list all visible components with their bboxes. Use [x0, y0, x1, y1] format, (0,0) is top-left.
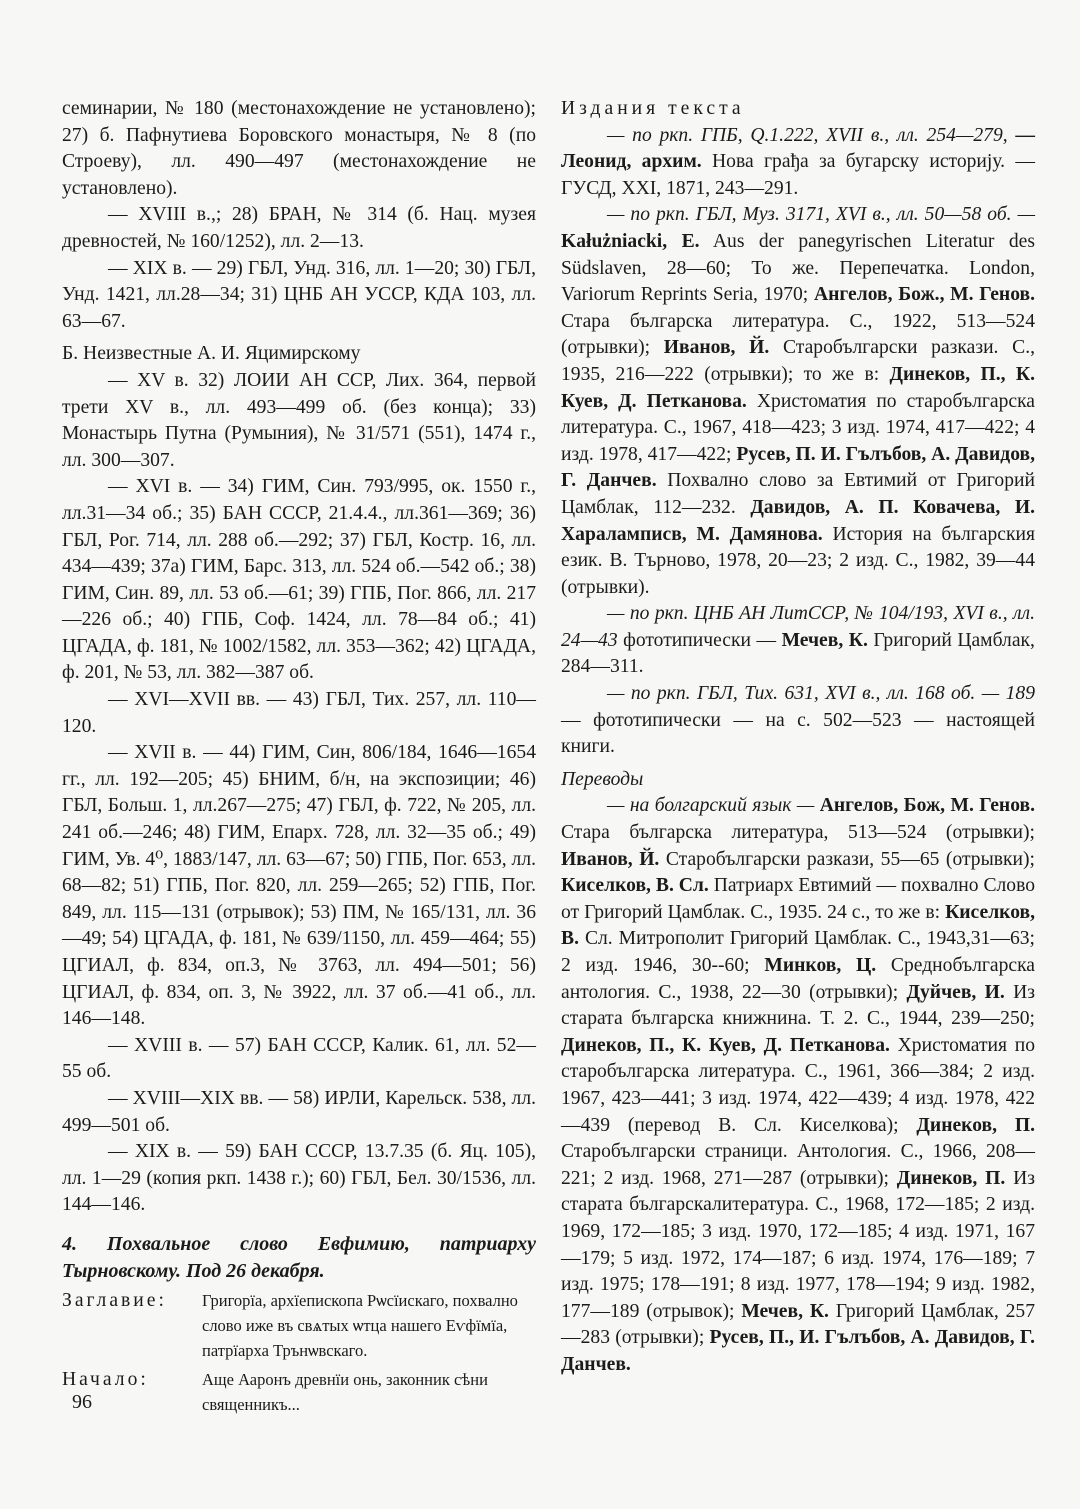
author: Русев, П., И. Гълъбов, А. Давидов, Г. Данчев. [561, 1327, 1035, 1375]
translation-text: Григорий Цамблак, 257—283 (отрывки); [561, 1300, 1035, 1349]
author: Ангелов, Бож., М. Генов. [813, 284, 1035, 306]
translation-text: Из старата българска книжнина. Т. 2. С., 1944, 239—250; [561, 981, 1035, 1030]
edition-text: Стара българска литература. С., 1922, 513—524 (отрывки); [561, 310, 1035, 359]
right-column [561, 96, 1035, 1379]
author: Минков, Ц. [764, 955, 877, 976]
edition-ref: — по ркп. ЦНБ АН ЛитССР, № 104/193, XVI в., лл. 24—43 [561, 603, 1035, 651]
title-label: Заглавие: [62, 1290, 167, 1312]
author: Русев, П. И. Гълъбов, А. Давидов, Г. Данчев. [561, 443, 1035, 492]
author: — Леонид, архим. [561, 124, 1035, 173]
edition-text: Похвално слово за Евтимий от Григорий Цамблак, 112—232. [561, 470, 1035, 518]
edition-text: Старобългарски разкази. С., 1935, 216—222 (отрывки); то же в: [561, 337, 1035, 385]
paragraph: — XV в. 32) ЛОИИ АН ССР, Лих. 364, первой трети XV в., лл. 493—499 об. (без конца); 33) Монастырь Путна (Румыния), № 31/571 (551), 1474 г., лл. 300—307. [62, 369, 536, 471]
author: Киселков, В. Сл. [561, 875, 709, 897]
translation-text: Старобългарски разкази, 55—65 (отрывки); [665, 848, 1035, 870]
page-number: 96 [72, 1391, 92, 1413]
paragraph: — XVIII в. — 57) БАН СССР, Калик. 61, лл. 52—55 об. [62, 1034, 536, 1083]
incipit-value: Аще Ааронъ древнїи онь, законник сѣни священникъ... [202, 1370, 488, 1415]
translation-text: Стара българска литература, 513—524 (отрывки); [561, 822, 1035, 844]
paragraph: — XIX в. — 29) ГБЛ, Унд. 316, лл. 1—20; 30) ГБЛ, Унд. 1421, лл.28—34; 31) ЦНБ АН УССР, КДА 103, лл. 63—67. [62, 257, 536, 332]
incipit-label: Начало: [62, 1369, 149, 1391]
edition-ref: — по ркп. ГБЛ, Тих. 631, XVI в., лл. 168 об. — 189 [607, 683, 1035, 705]
paragraph: — XVIII в.,; 28) БРАН, № 314 (б. Нац. музея древностей, № 160/1252), лл. 2—13. [62, 204, 536, 252]
paragraph: — XVIII—XIX вв. — 58) ИРЛИ, Карельск. 538, лл. 499—501 об. [62, 1087, 536, 1136]
edition-text: фототипически — [623, 629, 777, 651]
author: Дуйчев, И. [906, 981, 1005, 1003]
incipit-row [62, 1367, 536, 1417]
subheading: Б. Неизвестные А. И. Яцимирскому [62, 343, 361, 365]
edition-text: — фототипически — на с. 502—523 — настоящей книги. [561, 709, 1035, 758]
author: Динеков, П. [896, 1167, 1006, 1189]
editions-heading: Издания текста [561, 98, 745, 119]
paragraph: семинарии, № 180 (местонахождение не установлено); 27) б. Пафнутиева Боровского монастыря, № 8 (по Строеву), лл. 490—497 (местонахождение не установлено). [62, 98, 536, 199]
author: Иванов, Й. [663, 337, 770, 359]
edition-text: Нова грађа за бугарску историју. — ГУСД, XXI, 1871, 243—291. [561, 151, 1035, 199]
section-title: 4. Похвальное слово Евфимию, патриарху Тырновскому. Под 26 декабря. [62, 1232, 536, 1282]
edition-text: Христоматия по старобългарска литература. С., 1967, 418—423; 3 изд. 1974, 417—422; 4 изд. 1978, 417—422; [561, 390, 1035, 465]
author: Динеков, П., К. Куев, Д. Петканова. [561, 363, 1035, 412]
edition-entry [561, 202, 1035, 601]
translation-entry [561, 793, 1035, 1378]
left-column [62, 96, 536, 1417]
paragraph: — XVI в. — 34) ГИМ, Син. 793/995, ок. 1550 г., лл.31—34 об.; 35) БАН СССР, 21.4.4., лл.361—369; 36) ГБЛ, Рог. 714, лл. 288 об.—292; 37) ГБЛ, Костр. 16, лл. 434—439; 37а) ГИМ, Барс. 313, лл. 524 об.—542 об.; 38) ГИМ, Син. 89, лл. 53 об.—61; 39) ГПБ, Пог. 866, лл. 217—226 об.; 40) ГПБ, Соф. 1424, лл. 78—84 об.; 41) ЦГАДА, ф. 181, № 1002/1582, лл. 353—362; 42) ЦГАДА, ф. 201, № 53, лл. 382—387 об. [62, 476, 536, 684]
author: Динеков, П., К. Куев, Д. Петканова. [561, 1034, 890, 1056]
translation-text: Патриарх Евтимий — похвално Слово от Григорий Цамблак. С., 1935. 24 с., то же в: [561, 875, 1035, 923]
paragraph: — XVII в. — 44) ГИМ, Син, 806/184, 1646—1654 гг., лл. 192—205; 45) БНИМ, б/н, на экспозиции; 46) ГБЛ, Больш. 1, лл.267—275; 47) ГБЛ, ф. 722, № 205, лл. 241 об.—246; 48) ГИМ, Епарх. 728, лл. 32—35 об.; 49) ГИМ, Ув. 4⁰, 1883/147, лл. 63—67; 50) ГПБ, Пог. 653, лл. 68—82; 51) ГПБ, Пог. 820, лл. 259—265; 52) ГПБ, Пог. 849, лл. 115—131 (отрывок); 53) ПМ, № 165/131, лл. 36—49; 54) ЦГАДА, ф. 181, № 639/1150, лл. 459—464; 55) ЦГИАЛ, ф. 834, оп.3, № 3763, лл. 494—501; 56) ЦГИАЛ, ф. 834, оп. 3, № 3922, лл. 37 об.—41 об., лл. 146—148. [62, 742, 536, 1030]
paragraph: — XIX в. — 59) БАН СССР, 13.7.35 (б. Яц. 105), лл. 1—29 (копия ркп. 1438 г.); 60) ГБЛ, Бел. 30/1536, лл. 144—146. [62, 1141, 536, 1216]
translation-text: Сл. Митрополит Григорий Цамблак. С., 1943,31—63; 2 изд. 1946, 30--60; [561, 928, 1035, 976]
author: Мечев, К. [781, 629, 868, 651]
translation-text: Из старата българскалитература. С., 1968, 172—185; 2 изд. 1969, 172—185; 3 изд. 1970, 172—185; 4 изд. 1971, 167—179; 5 изд. 1972, 174—187; 6 изд. 1974, 176—189; 7 изд. 1975; 178—191; 8 изд. 1977, 178—194; 9 изд. 1982, 177—189 (отрывок); [561, 1167, 1035, 1322]
edition-text: Aus der panegyrischen Literatur des Südslaven, 28—60; То же. Перепечатка. London, Variorum Reprints Seria, 1970; [561, 230, 1035, 306]
author: Давидов, А. П. Ковачева, И. Хараламписв, М. Дамянова. [561, 496, 1035, 545]
translations-heading: Переводы [561, 768, 644, 790]
author: Иванов, Й. [561, 848, 660, 870]
edition-entry [561, 123, 1035, 203]
edition-text: Григорий Цамблак, 284—311. [561, 629, 1035, 678]
author: Kałużniacki, E. [561, 230, 700, 252]
edition-entry [561, 681, 1035, 761]
author: Мечев, К. [741, 1300, 829, 1322]
translation-text: Среднобългарска антология. С., 1938, 22—30 (отрывки); [561, 955, 1035, 1003]
edition-text: История на българския език. В. Търново, 1978, 20—23; 2 изд. С., 1982, 39—44 (отрывки). [561, 523, 1035, 598]
edition-ref: — по ркп. ГПБ, Q.1.222, XVII в., лл. 254—279, [607, 124, 1008, 146]
title-value: Григорїа, архїепископа Рѡсїискаго, похвално слово иже въ свѧтых ѡтца нашего Еѵфїмїа, патрїарха Трънѡвскаго. [202, 1291, 518, 1361]
author: Киселков, В. [561, 901, 1036, 950]
author: Ангелов, Бож, М. Генов. [819, 795, 1035, 817]
paragraph: — XVI—XVII вв. — 43) ГБЛ, Тих. 257, лл. 110—120. [62, 689, 536, 737]
author: Динеков, П. [916, 1114, 1035, 1136]
edition-ref: — по ркп. ГБЛ, Муз. 3171, XVI в., лл. 50—58 об. — [607, 204, 1035, 226]
translation-ref: — на болгарский язык — [607, 795, 815, 817]
translation-text: Христоматия по старобългарска литература. С., 1961, 366—384; 2 изд. 1967, 423—441; 3 изд. 1974, 422—439; 4 изд. 1978, 422—439 (перевод В. Сл. Киселкова); [561, 1034, 1035, 1136]
translation-text: Старобългарски страници. Антология. С., 1966, 208—221; 2 изд. 1968, 271—287 (отрывки); [561, 1141, 1035, 1189]
title-row [62, 1288, 536, 1363]
edition-entry [561, 601, 1035, 681]
